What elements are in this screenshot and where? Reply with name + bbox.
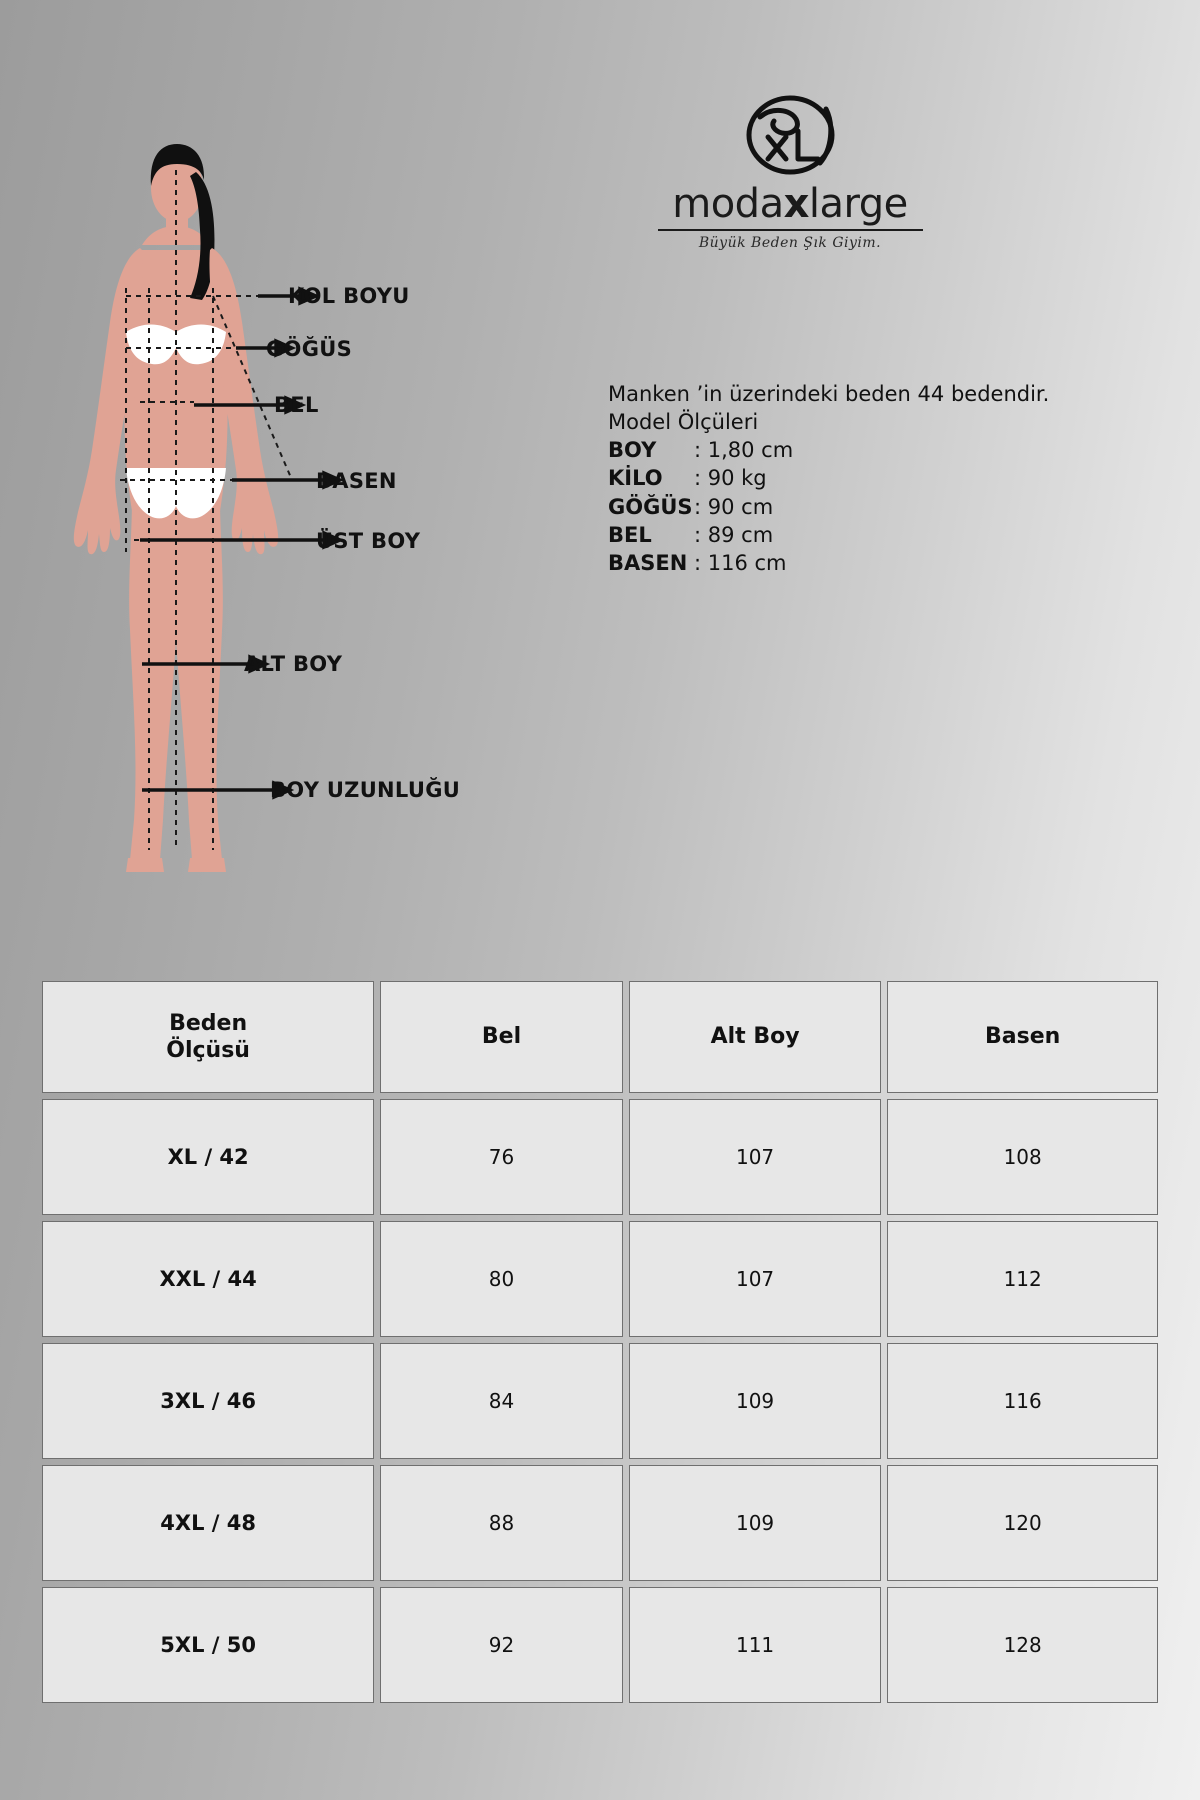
cell-bel: 92 — [380, 1587, 623, 1703]
table-row — [42, 1587, 1158, 1703]
model-size-note: Manken ’in üzerindeki beden 44 bedendir. — [608, 382, 1050, 406]
cell-basen: 120 — [887, 1465, 1158, 1581]
column-header-line2: Ölçüsü — [166, 1038, 250, 1063]
label-ust-boy: ÜST BOY — [316, 529, 421, 553]
label-basen: BASEN — [316, 469, 397, 493]
label-bel: BEL — [274, 393, 319, 417]
brand-logo — [600, 95, 980, 251]
label-gogus: GÖĞÜS — [266, 337, 353, 361]
cell-bel: 76 — [380, 1099, 623, 1215]
cell-basen: 116 — [887, 1343, 1158, 1459]
model-measure-row — [608, 436, 1148, 464]
label-kol-boyu: KOL BOYU — [288, 284, 410, 308]
model-measure-value: : 90 kg — [694, 466, 767, 491]
cell-bel: 80 — [380, 1221, 623, 1337]
cell-basen: 108 — [887, 1099, 1158, 1215]
model-measure-value: : 89 cm — [694, 523, 774, 548]
label-boy-uzunlugu: BOY UZUNLUĞU — [270, 778, 461, 802]
column-header-beden-olcusu — [42, 981, 374, 1093]
column-header-alt-boy: Alt Boy — [629, 981, 882, 1093]
column-header-line1: Beden — [169, 1010, 248, 1036]
model-measure-value: : 90 cm — [694, 494, 774, 519]
cell-alt-boy: 107 — [629, 1099, 882, 1215]
measurement-diagram — [30, 60, 550, 960]
table-row — [42, 1099, 1158, 1215]
model-measure-label: BOY — [608, 438, 657, 462]
model-measure-value: : 1,80 cm — [694, 438, 794, 462]
cell-size: 4XL / 48 — [42, 1465, 374, 1581]
model-measure-label: BASEN — [608, 551, 688, 576]
label-alt-boy: ALT BOY — [244, 652, 343, 676]
cell-basen: 128 — [887, 1587, 1158, 1703]
cell-alt-boy: 109 — [629, 1465, 882, 1581]
model-info-block — [608, 382, 1148, 578]
cell-bel: 88 — [380, 1465, 623, 1581]
column-header-basen: Basen — [887, 981, 1158, 1093]
cell-alt-boy: 111 — [629, 1587, 882, 1703]
modaxlarge-monogram-icon — [738, 95, 843, 175]
model-measure-row — [608, 493, 1148, 521]
wordmark-large: large — [808, 181, 908, 227]
cell-size: XL / 42 — [42, 1099, 374, 1215]
model-measure-label: KİLO — [608, 466, 663, 491]
cell-bel: 84 — [380, 1343, 623, 1459]
model-measurements-heading: Model Ölçüleri — [608, 410, 759, 434]
table-row — [42, 1343, 1158, 1459]
size-table — [36, 975, 1164, 1709]
model-measure-row — [608, 521, 1148, 549]
table-header-row — [42, 981, 1158, 1093]
cell-size: 5XL / 50 — [42, 1587, 374, 1703]
brand-tagline: Büyük Beden Şık Giyim. — [698, 235, 882, 251]
model-measure-row — [608, 549, 1148, 577]
cell-basen: 112 — [887, 1221, 1158, 1337]
diagram-label-group — [30, 60, 550, 960]
model-measure-label: BEL — [608, 523, 652, 548]
cell-alt-boy: 109 — [629, 1343, 882, 1459]
cell-size: 3XL / 46 — [42, 1343, 374, 1459]
brand-wordmark — [600, 181, 980, 227]
wordmark-moda: moda — [672, 181, 784, 227]
table-row — [42, 1221, 1158, 1337]
table-row — [42, 1465, 1158, 1581]
column-header-bel: Bel — [380, 981, 623, 1093]
model-measure-row — [608, 464, 1148, 492]
wordmark-x: x — [783, 181, 809, 227]
logo-divider — [658, 229, 923, 231]
model-measure-value: : 116 cm — [694, 551, 787, 576]
cell-size: XXL / 44 — [42, 1221, 374, 1337]
cell-alt-boy: 107 — [629, 1221, 882, 1337]
model-measure-label: GÖĞÜS — [608, 494, 693, 519]
